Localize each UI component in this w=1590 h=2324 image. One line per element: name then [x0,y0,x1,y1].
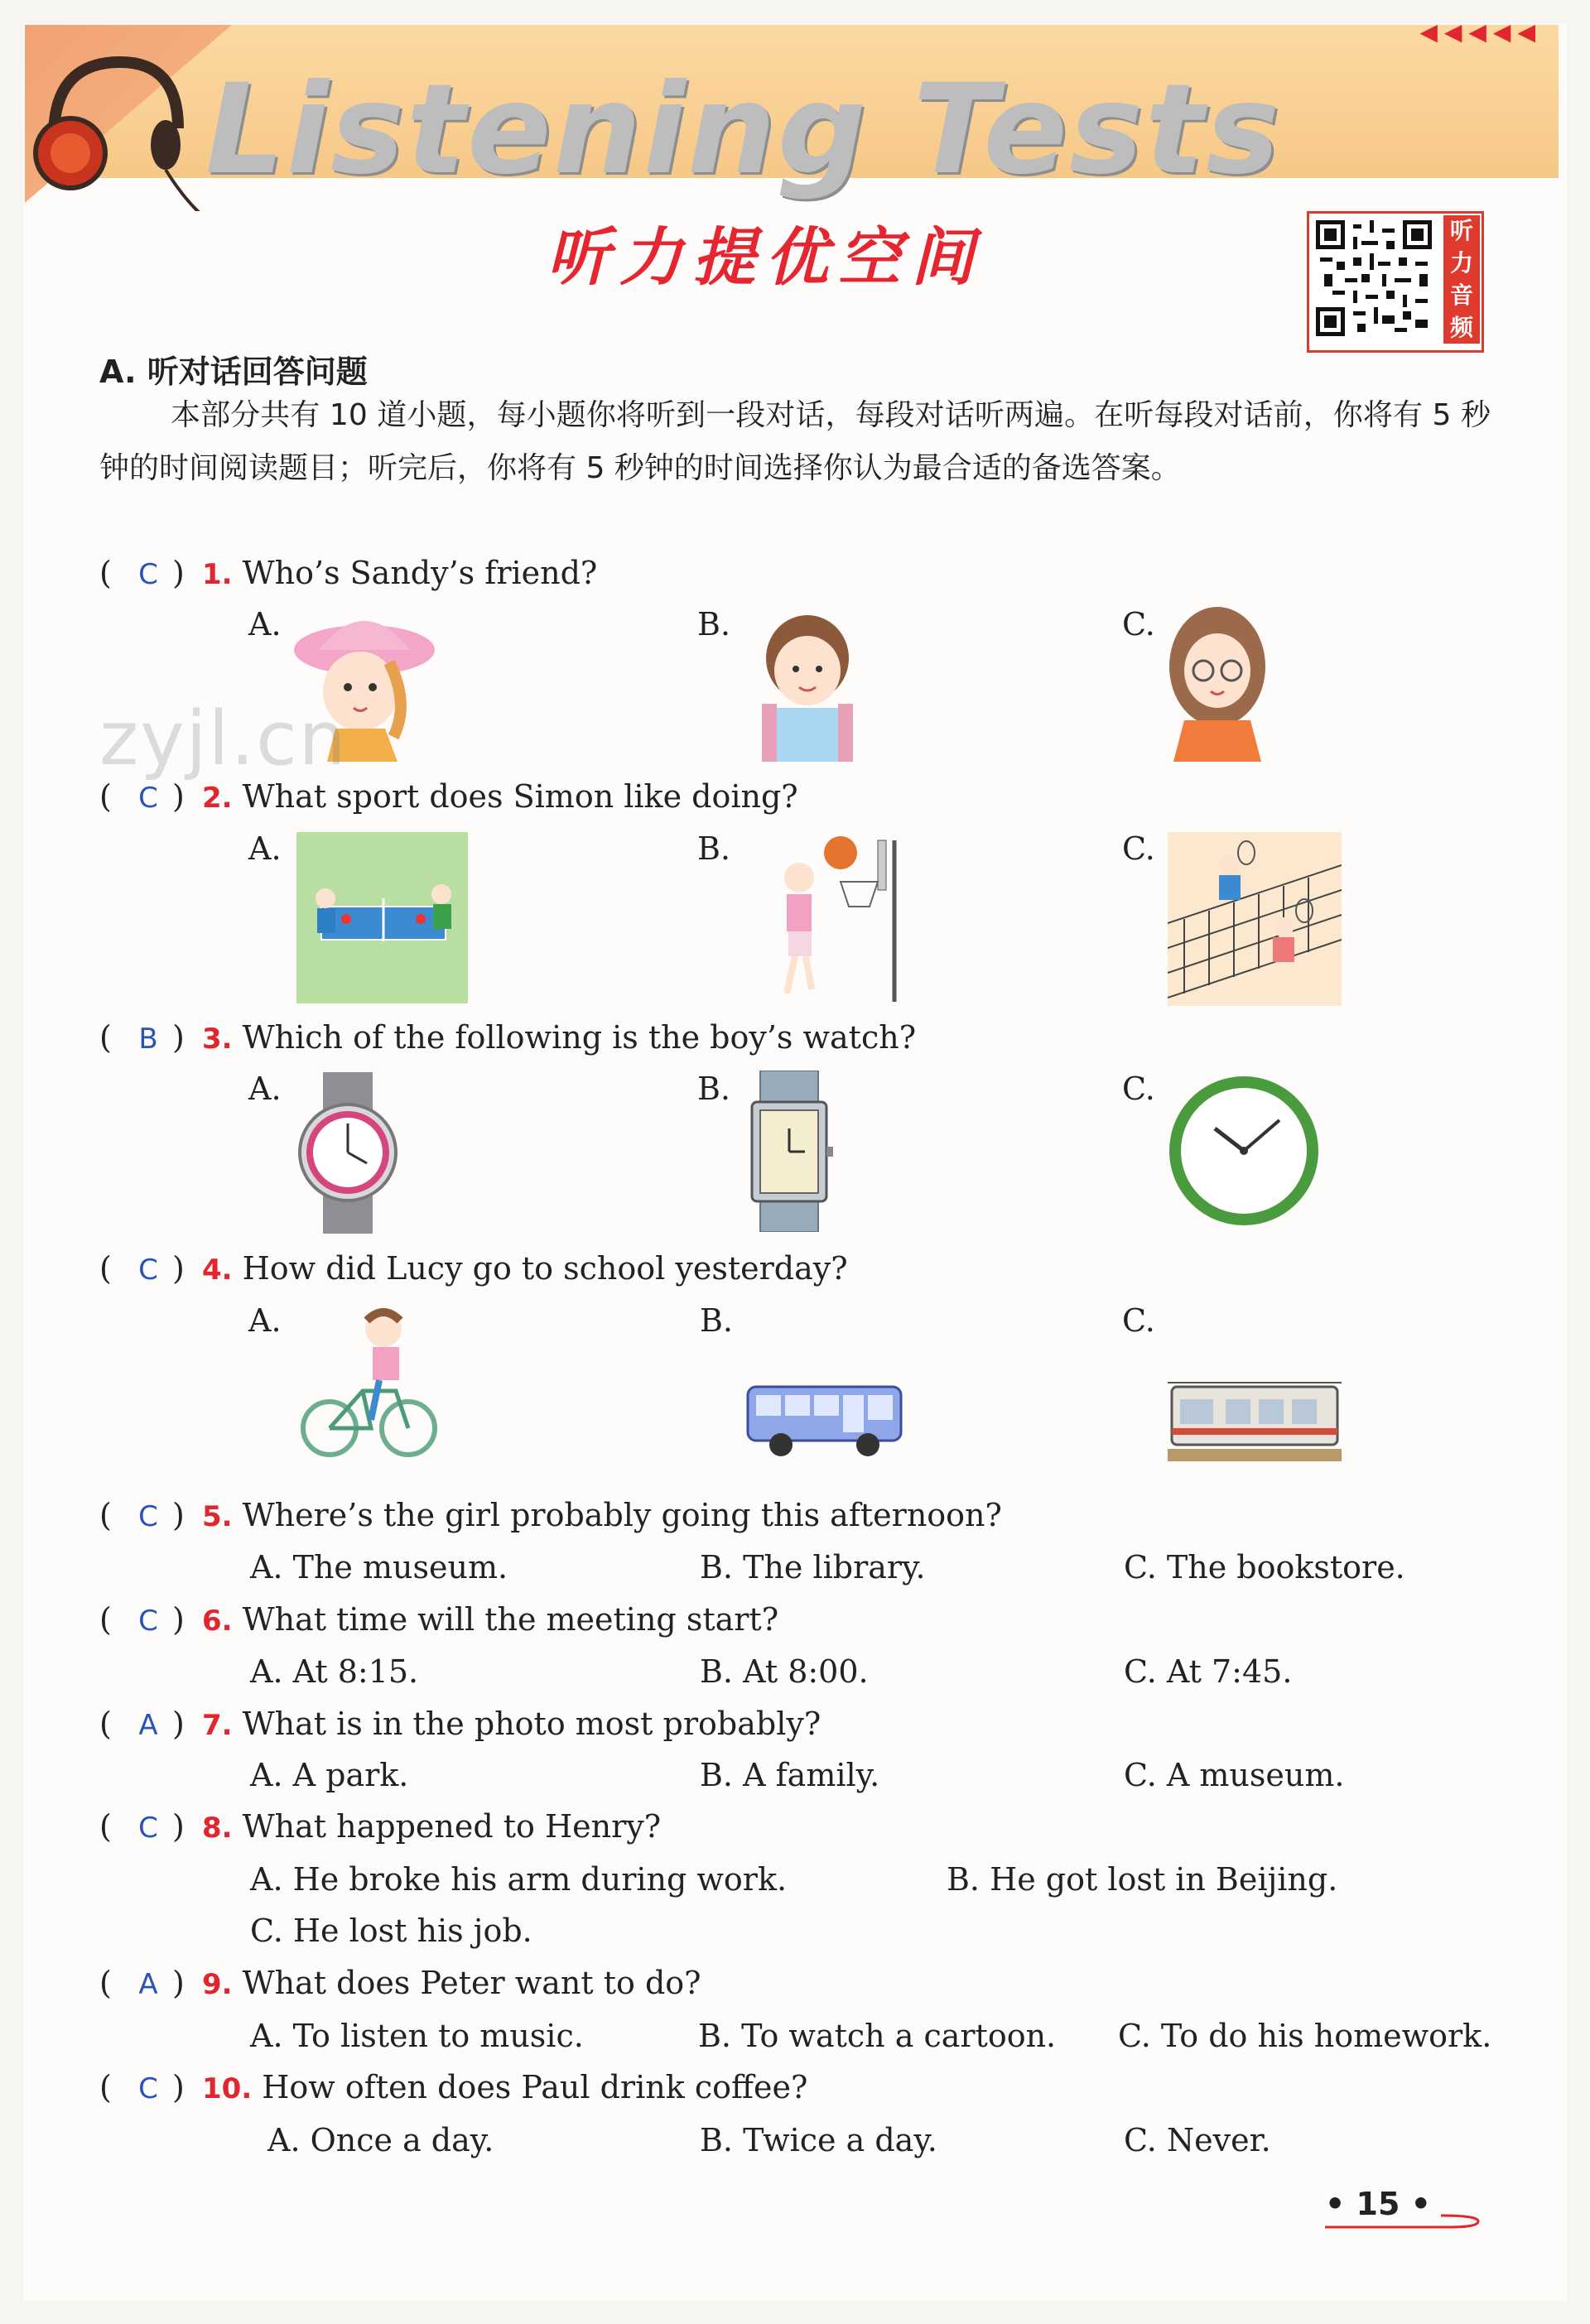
option-b[interactable]: B. To watch a cartoon. [698,2018,1057,2054]
pink-wristwatch-icon[interactable] [296,1072,400,1234]
qr-code[interactable] [1307,211,1484,353]
table-tennis-icon[interactable] [296,832,468,1003]
option-a[interactable]: A. Once a day. [267,2122,494,2158]
banner-title: Listening Tests [205,58,1282,202]
headphones-icon [21,46,203,211]
option-a-label[interactable]: A. [248,1071,282,1107]
option-b-label[interactable]: B. [700,1302,734,1339]
page-number: • 15 • [1325,2186,1431,2222]
qr-label-char: 力 [1449,249,1473,277]
question-5: ( C ) 5. Where’s the girl probably going this afternoon? [99,1497,1002,1533]
option-b-label[interactable]: B. [697,606,731,642]
answer-mark[interactable]: B [138,1022,158,1056]
option-a-label[interactable]: A. [248,606,282,642]
option-b[interactable]: B. The library. [700,1549,926,1585]
question-2: ( C ) 2. What sport does Simon like doing? [99,778,798,815]
answer-mark[interactable]: A [138,1968,158,2001]
question-number: 2. [202,782,233,815]
option-c[interactable]: C. The bookstore. [1124,1549,1405,1585]
option-c[interactable]: C. At 7:45. [1124,1653,1293,1690]
answer-mark[interactable]: C [138,782,158,815]
question-number: 9. [202,1968,233,2001]
watermark: zyjl.cn [99,695,348,782]
question-text: What does Peter want to do? [242,1965,701,2001]
answer-mark[interactable]: C [138,2072,158,2105]
answer-mark[interactable]: C [138,558,158,591]
wall-clock-icon[interactable] [1164,1072,1325,1229]
section-banner-title: 听力提优空间 [547,220,984,294]
option-c[interactable]: C. He lost his job. [250,1913,532,1949]
basketball-icon[interactable] [749,832,915,1006]
answer-mark[interactable]: C [138,1812,158,1845]
option-c-label[interactable]: C. [1122,1071,1155,1107]
qr-code-icon [1316,220,1432,336]
qr-label-char: 音 [1449,281,1473,309]
question-4: ( C ) 4. How did Lucy go to school yesterday? [99,1250,848,1287]
option-a[interactable]: A. A park. [250,1757,409,1793]
question-3: ( B ) 3. Which of the following is the boy’s watch? [99,1019,917,1056]
question-number: 7. [202,1709,233,1742]
arrow-decoration-icon: ◀◀◀◀◀ [1419,18,1542,46]
bicycle-icon[interactable] [296,1304,441,1461]
square-wristwatch-icon[interactable] [745,1071,836,1232]
question-text: What happened to Henry? [242,1808,662,1845]
question-7: ( A ) 7. What is in the photo most probably? [99,1706,822,1742]
option-b[interactable]: B. Twice a day. [700,2122,937,2158]
question-6: ( C ) 6. What time will the meeting start? [99,1601,779,1638]
question-number: 6. [202,1605,233,1638]
option-a-label[interactable]: A. [248,1302,282,1339]
question-text: Who’s Sandy’s friend? [242,555,598,591]
option-a[interactable]: A. He broke his arm during work. [250,1861,788,1898]
answer-mark[interactable]: C [138,1253,158,1287]
question-1: ( C ) 1. Who’s Sandy’s friend? [99,555,598,591]
option-c-label[interactable]: C. [1122,1302,1155,1339]
question-number: 4. [202,1253,233,1287]
answer-mark[interactable]: C [138,1500,158,1533]
option-c[interactable]: C. To do his homework. [1118,2018,1492,2054]
question-number: 10. [202,2072,253,2105]
option-b-label[interactable]: B. [697,1071,731,1107]
option-b[interactable]: B. At 8:00. [700,1653,869,1690]
question-number: 1. [202,558,233,591]
question-text: Where’s the girl probably going this afternoon? [242,1497,1002,1533]
answer-mark[interactable]: A [138,1709,158,1742]
option-c-label[interactable]: C. [1122,830,1155,867]
question-text: Which of the following is the boy’s watch? [242,1019,917,1056]
option-c-label[interactable]: C. [1122,606,1155,642]
question-number: 3. [202,1022,233,1056]
question-text: What is in the photo most probably? [242,1706,822,1742]
train-icon[interactable] [1168,1379,1342,1470]
option-b-label[interactable]: B. [697,830,731,867]
question-number: 5. [202,1500,233,1533]
option-b[interactable]: B. He got lost in Beijing. [947,1861,1338,1898]
option-a[interactable]: A. The museum. [250,1549,508,1585]
section-intro: 本部分共有 10 道小题，每小题你将听到一段对话，每段对话听两遍。在听每段对话前，你将有 5 秒钟的时间阅读题目；听完后，你将有 5 秒钟的时间选择你认为最合适的备选答案。 [99,398,1491,485]
qr-label-char: 听 [1449,217,1473,245]
tennis-icon[interactable] [1168,832,1342,1006]
option-c[interactable]: C. Never. [1124,2122,1271,2158]
option-c[interactable]: C. A museum. [1124,1757,1345,1793]
question-number: 8. [202,1812,233,1845]
bus-icon[interactable] [744,1379,909,1461]
girl-with-backpack-icon[interactable] [741,604,874,762]
question-text: What sport does Simon like doing? [242,778,798,815]
option-a[interactable]: A. At 8:15. [250,1653,419,1690]
option-a[interactable]: A. To listen to music. [250,2018,584,2054]
question-8: ( C ) 8. What happened to Henry? [99,1808,662,1845]
section-title: A. 听对话回答问题 [99,354,368,390]
qr-label [1443,215,1480,344]
question-text: What time will the meeting start? [242,1601,779,1638]
option-a-label[interactable]: A. [248,830,282,867]
option-b[interactable]: B. A family. [700,1757,880,1793]
question-10: ( C ) 10. How often does Paul drink coffee? [99,2069,808,2105]
question-text: How did Lucy go to school yesterday? [242,1250,848,1287]
page-number-arrow-icon [1325,2209,1482,2234]
answer-mark[interactable]: C [138,1605,158,1638]
question-9: ( A ) 9. What does Peter want to do? [99,1965,701,2001]
qr-label-char: 频 [1449,313,1473,341]
question-text: How often does Paul drink coffee? [262,2069,808,2105]
girl-with-glasses-icon[interactable] [1164,604,1271,762]
